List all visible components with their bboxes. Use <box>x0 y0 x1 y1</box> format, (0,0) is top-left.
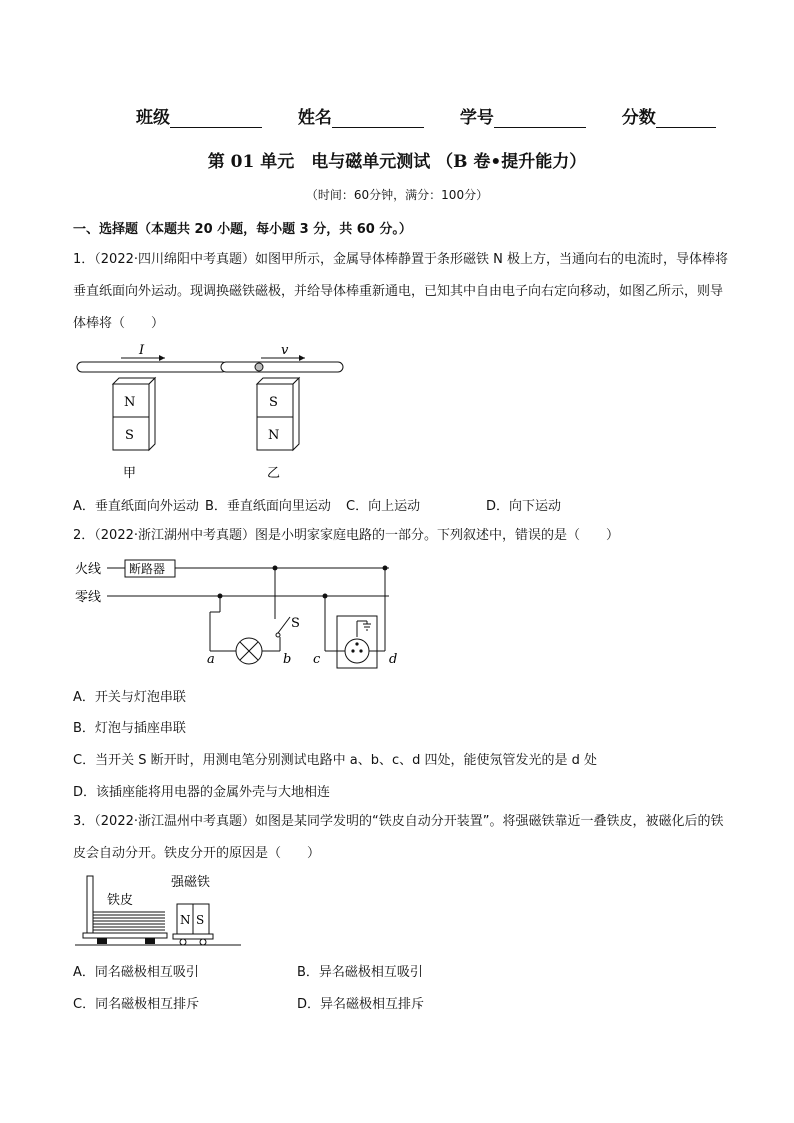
figure-caption-jia: 甲 <box>123 466 137 481</box>
q1-option-b[interactable]: B．垂直纸面向里运动 <box>205 499 331 514</box>
point-c: c <box>313 652 321 667</box>
q2-option-a[interactable]: A．开关与灯泡串联 <box>73 690 186 705</box>
electron-dot <box>255 363 263 371</box>
point-b: b <box>283 652 292 667</box>
q1-option-c[interactable]: C．向上运动 <box>346 499 421 514</box>
q2-option-c[interactable]: C．当开关 S 断开时，用测电笔分别测试电路中 a、b、c、d 四处，能使氖管发光的是 d 处 <box>73 753 597 768</box>
point-a: a <box>207 652 215 667</box>
q2-option-d[interactable]: D．该插座能将用电器的金属外壳与大地相连 <box>73 785 331 800</box>
point-d: d <box>389 652 398 667</box>
page-subtitle: （时间：60分钟，满分：100分） <box>305 188 489 202</box>
name-field[interactable]: 姓名 <box>298 103 424 128</box>
student-id-field[interactable]: 学号 <box>460 103 586 128</box>
cart-base <box>83 933 167 938</box>
svg-text:断路器: 断路器 <box>129 562 166 576</box>
conductor-rod-left <box>77 362 227 372</box>
student-info-row <box>136 103 716 128</box>
class-field[interactable]: 班级 <box>136 103 262 128</box>
q3-option-b[interactable]: B．异名磁极相互吸引 <box>297 965 423 980</box>
iron-sheet-label: 铁皮 <box>107 893 134 908</box>
conductor-rod-right <box>221 362 343 372</box>
svg-text:S: S <box>196 913 205 927</box>
q2-option-b[interactable]: B．灯泡与插座串联 <box>73 721 186 736</box>
question-1-figure <box>73 342 363 487</box>
q3-option-c[interactable]: C．同名磁极相互排斥 <box>73 997 200 1012</box>
question-2-text: 2．（2022·浙江湖州中考真题）图是小明家家庭电路的一部分。下列叙述中，错误的是（ ） <box>73 528 619 543</box>
svg-text:N: N <box>268 428 280 443</box>
figure-caption-yi: 乙 <box>267 466 281 481</box>
iron-sheet-stack <box>93 912 165 930</box>
live-wire-label: 火线 <box>75 562 102 577</box>
score-field[interactable]: 分数 <box>622 103 716 128</box>
velocity-label: v <box>281 343 289 358</box>
q1-option-d[interactable]: D．向下运动 <box>486 499 562 514</box>
current-label: I <box>139 343 145 358</box>
svg-text:S: S <box>125 428 134 443</box>
strong-magnet-label: 强磁铁 <box>171 875 211 890</box>
svg-text:S: S <box>269 395 278 410</box>
stand-post <box>87 876 93 936</box>
neutral-wire-label: 零线 <box>75 590 102 605</box>
q3-option-a[interactable]: A．同名磁极相互吸引 <box>73 965 199 980</box>
page-title: 第 01 单元 电与磁单元测试 （B 卷•提升能力） <box>207 152 587 172</box>
switch-s <box>278 617 290 633</box>
q3-option-d[interactable]: D．异名磁极相互排斥 <box>297 997 425 1012</box>
svg-text:N: N <box>180 913 191 927</box>
svg-text:N: N <box>124 395 136 410</box>
svg-text:S: S <box>291 616 300 631</box>
question-1-text: 1．（2022·四川绵阳中考真题）如图甲所示，金属导体棒静置于条形磁铁 N 极上方，当通向右的电流时，导体棒将垂直纸面向外运动。现调换磁铁磁极，并给导体棒重新通电，已知其中自由电子向右定向移动，如图乙所示，则导体棒将（ ） <box>73 252 728 331</box>
question-2-circuit <box>73 555 413 670</box>
q1-option-a[interactable]: A．垂直纸面向外运动 <box>73 499 199 514</box>
question-3-text: 3．（2022·浙江温州中考真题）如图是某同学发明的“铁皮自动分开装置”。将强磁铁靠近一叠铁皮，被磁化后的铁皮会自动分开。铁皮分开的原因是（ ） <box>73 814 724 861</box>
section-heading: 一、选择题（本题共 20 小题，每小题 3 分，共 60 分。） <box>73 222 412 237</box>
question-3-figure <box>73 870 248 950</box>
